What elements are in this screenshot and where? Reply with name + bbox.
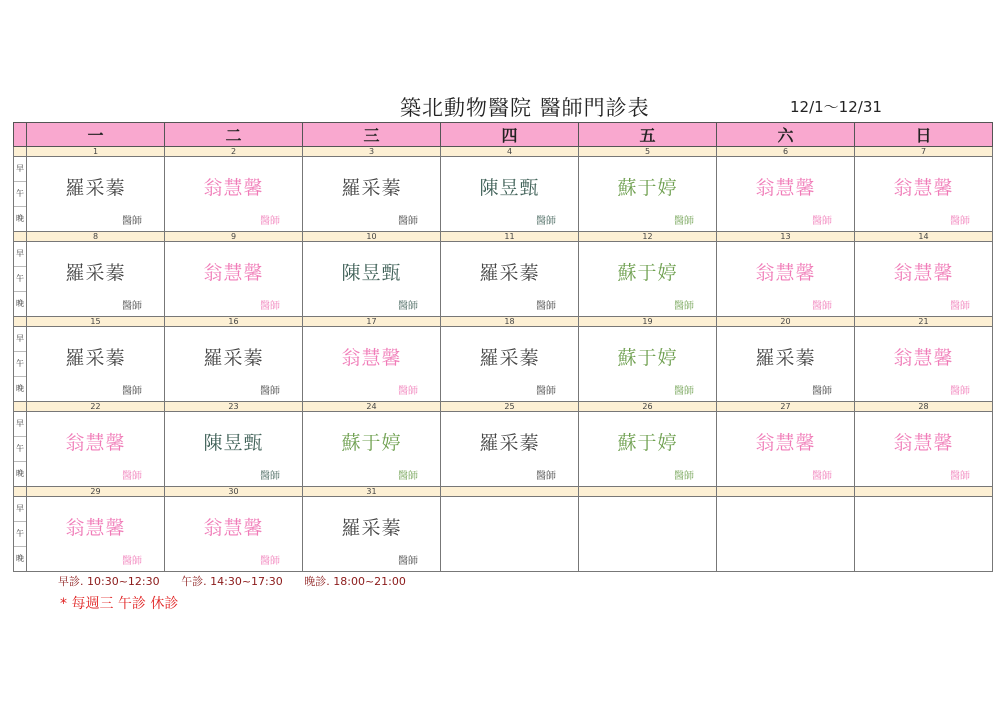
closed-note: * 每週三 午診 休診: [60, 596, 179, 612]
day-cell: [717, 412, 855, 487]
date-number: [717, 487, 855, 497]
doctor-title: 醫師: [674, 216, 694, 227]
day-cell: [579, 242, 717, 317]
doctor-name: 羅采蓁: [341, 177, 402, 199]
date-number: 31: [303, 487, 441, 497]
weekday-header: 一: [27, 123, 165, 147]
doctor-title: 醫師: [536, 471, 556, 482]
doctor-name: 陳昱甄: [479, 177, 540, 199]
slot-label: 早: [14, 412, 26, 437]
doctor-name: 羅采蓁: [65, 262, 126, 284]
date-number: 10: [303, 232, 441, 242]
weekday-header: 六: [717, 123, 855, 147]
doctor-name: 翁慧馨: [65, 432, 126, 454]
doctor-name: 翁慧馨: [893, 432, 954, 454]
day-cell: [165, 327, 303, 402]
doctor-title: 醫師: [950, 386, 970, 397]
doctor-name: 羅采蓁: [479, 262, 540, 284]
date-number: 26: [579, 402, 717, 412]
doctor-title: 醫師: [398, 556, 418, 567]
doctor-title: 醫師: [398, 471, 418, 482]
date-number: 28: [855, 402, 993, 412]
date-number: 5: [579, 147, 717, 157]
evening-hours: 晚診. 18:00~21:00: [304, 575, 406, 588]
date-number: 11: [441, 232, 579, 242]
doctor-title: 醫師: [260, 556, 280, 567]
doctor-name: 翁慧馨: [341, 347, 402, 369]
date-row-side: [14, 402, 27, 412]
date-number: 6: [717, 147, 855, 157]
doctor-title: 醫師: [950, 216, 970, 227]
doctor-name: 翁慧馨: [893, 177, 954, 199]
doctor-title: 醫師: [536, 216, 556, 227]
date-number: 1: [27, 147, 165, 157]
day-cell: [855, 242, 993, 317]
doctor-title: 醫師: [122, 471, 142, 482]
doctor-name: 翁慧馨: [755, 262, 816, 284]
doctor-title: 醫師: [536, 386, 556, 397]
doctor-title: 醫師: [674, 301, 694, 312]
doctor-name: 陳昱甄: [341, 262, 402, 284]
date-number: 19: [579, 317, 717, 327]
clinic-hours: [58, 573, 424, 589]
date-number: 20: [717, 317, 855, 327]
slot-labels: [14, 242, 27, 317]
day-cell: [27, 497, 165, 572]
doctor-title: 醫師: [260, 216, 280, 227]
date-number: 13: [717, 232, 855, 242]
day-cell: [303, 497, 441, 572]
doctor-title: 醫師: [950, 301, 970, 312]
date-number: [441, 487, 579, 497]
weekday-header-row: [14, 123, 993, 147]
doctor-name: 翁慧馨: [65, 517, 126, 539]
day-cell: [855, 412, 993, 487]
doctor-title: 醫師: [260, 386, 280, 397]
slot-label: 晚: [16, 299, 24, 308]
date-row-side: [14, 232, 27, 242]
date-number: 3: [303, 147, 441, 157]
day-cell: [717, 157, 855, 232]
slot-label: 午: [14, 267, 26, 292]
doctor-name: 蘇于婷: [617, 347, 678, 369]
doctor-title: 醫師: [398, 301, 418, 312]
date-number: 2: [165, 147, 303, 157]
doctor-name: 翁慧馨: [203, 517, 264, 539]
doctor-name: 羅采蓁: [65, 177, 126, 199]
day-cell: [165, 242, 303, 317]
day-cell: [855, 157, 993, 232]
doctor-name: 翁慧馨: [893, 347, 954, 369]
doctor-title: 醫師: [122, 216, 142, 227]
slot-label: 早: [14, 327, 26, 352]
doctor-name: 翁慧馨: [755, 177, 816, 199]
slot-labels: [14, 412, 27, 487]
day-cell: [717, 242, 855, 317]
day-cell: [441, 242, 579, 317]
date-row: [14, 147, 993, 157]
afternoon-hours: 午診. 14:30~17:30: [181, 575, 283, 588]
schedule-row: [14, 497, 993, 572]
doctor-title: 醫師: [398, 216, 418, 227]
doctor-name: 蘇于婷: [617, 177, 678, 199]
day-cell: [441, 412, 579, 487]
doctor-title: 醫師: [260, 301, 280, 312]
date-number: [579, 487, 717, 497]
day-cell: [165, 412, 303, 487]
day-cell: [27, 327, 165, 402]
doctor-title: 醫師: [122, 301, 142, 312]
doctor-title: 醫師: [812, 301, 832, 312]
slot-label: 晚: [16, 469, 24, 478]
day-cell: [579, 157, 717, 232]
date-number: 24: [303, 402, 441, 412]
slot-label: 早: [14, 242, 26, 267]
date-row: [14, 402, 993, 412]
doctor-name: 羅采蓁: [479, 432, 540, 454]
slot-label: 午: [14, 522, 26, 547]
doctor-title: 醫師: [674, 386, 694, 397]
doctor-name: 羅采蓁: [341, 517, 402, 539]
page-title: 築北動物醫院 醫師門診表: [400, 96, 650, 120]
weekday-header: 三: [303, 123, 441, 147]
doctor-name: 陳昱甄: [203, 432, 264, 454]
slot-label: 午: [14, 437, 26, 462]
day-cell: [441, 327, 579, 402]
doctor-title: 醫師: [122, 556, 142, 567]
doctor-title: 醫師: [812, 386, 832, 397]
date-range: 12/1～12/31: [790, 98, 882, 116]
day-cell: [165, 497, 303, 572]
date-number: 7: [855, 147, 993, 157]
doctor-title: 醫師: [398, 386, 418, 397]
date-number: 16: [165, 317, 303, 327]
morning-hours: 早診. 10:30~12:30: [58, 575, 160, 588]
doctor-name: 翁慧馨: [203, 262, 264, 284]
slot-label: 午: [14, 182, 26, 207]
schedule-table: [13, 122, 993, 572]
doctor-title: 醫師: [812, 471, 832, 482]
day-cell: [303, 157, 441, 232]
schedule-row: [14, 242, 993, 317]
date-number: 4: [441, 147, 579, 157]
slot-label: 早: [14, 497, 26, 522]
date-number: 25: [441, 402, 579, 412]
date-number: 14: [855, 232, 993, 242]
doctor-name: 蘇于婷: [617, 262, 678, 284]
weekday-header: 四: [441, 123, 579, 147]
weekday-header: 五: [579, 123, 717, 147]
day-cell: [579, 412, 717, 487]
day-cell: [579, 497, 717, 572]
slot-label: 午: [14, 352, 26, 377]
doctor-name: 蘇于婷: [341, 432, 402, 454]
weekday-header: 日: [855, 123, 993, 147]
slot-labels: [14, 157, 27, 232]
doctor-name: 翁慧馨: [755, 432, 816, 454]
weeks-body: [14, 147, 993, 572]
schedule-row: [14, 157, 993, 232]
date-number: 17: [303, 317, 441, 327]
day-cell: [717, 327, 855, 402]
date-number: 22: [27, 402, 165, 412]
slot-labels: [14, 497, 27, 572]
slot-label: 晚: [16, 384, 24, 393]
day-cell: [27, 157, 165, 232]
date-row-side: [14, 317, 27, 327]
doctor-title: 醫師: [674, 471, 694, 482]
day-cell: [855, 327, 993, 402]
day-cell: [717, 497, 855, 572]
date-number: 21: [855, 317, 993, 327]
day-cell: [303, 412, 441, 487]
schedule-row: [14, 412, 993, 487]
day-cell: [579, 327, 717, 402]
doctor-name: 羅采蓁: [203, 347, 264, 369]
doctor-name: 羅采蓁: [479, 347, 540, 369]
date-number: 15: [27, 317, 165, 327]
doctor-name: 羅采蓁: [65, 347, 126, 369]
date-row-side: [14, 487, 27, 497]
date-number: 18: [441, 317, 579, 327]
date-number: 29: [27, 487, 165, 497]
day-cell: [441, 157, 579, 232]
date-number: 30: [165, 487, 303, 497]
doctor-title: 醫師: [950, 471, 970, 482]
date-number: 12: [579, 232, 717, 242]
day-cell: [441, 497, 579, 572]
day-cell: [303, 242, 441, 317]
day-cell: [855, 497, 993, 572]
doctor-title: 醫師: [260, 471, 280, 482]
doctor-name: 翁慧馨: [893, 262, 954, 284]
doctor-name: 羅采蓁: [755, 347, 816, 369]
date-number: [855, 487, 993, 497]
doctor-title: 醫師: [536, 301, 556, 312]
slot-labels: [14, 327, 27, 402]
date-row: [14, 232, 993, 242]
day-cell: [27, 412, 165, 487]
date-row-side: [14, 147, 27, 157]
day-cell: [165, 157, 303, 232]
slot-label: 早: [14, 157, 26, 182]
date-number: 8: [27, 232, 165, 242]
date-number: 23: [165, 402, 303, 412]
day-cell: [303, 327, 441, 402]
doctor-title: 醫師: [812, 216, 832, 227]
schedule-row: [14, 327, 993, 402]
date-number: 9: [165, 232, 303, 242]
doctor-name: 翁慧馨: [203, 177, 264, 199]
slot-label: 晚: [16, 214, 24, 223]
doctor-name: 蘇于婷: [617, 432, 678, 454]
date-row: [14, 487, 993, 497]
header-corner: [14, 123, 27, 147]
date-row: [14, 317, 993, 327]
date-number: 27: [717, 402, 855, 412]
slot-label: 晚: [16, 554, 24, 563]
doctor-title: 醫師: [122, 386, 142, 397]
day-cell: [27, 242, 165, 317]
weekday-header: 二: [165, 123, 303, 147]
